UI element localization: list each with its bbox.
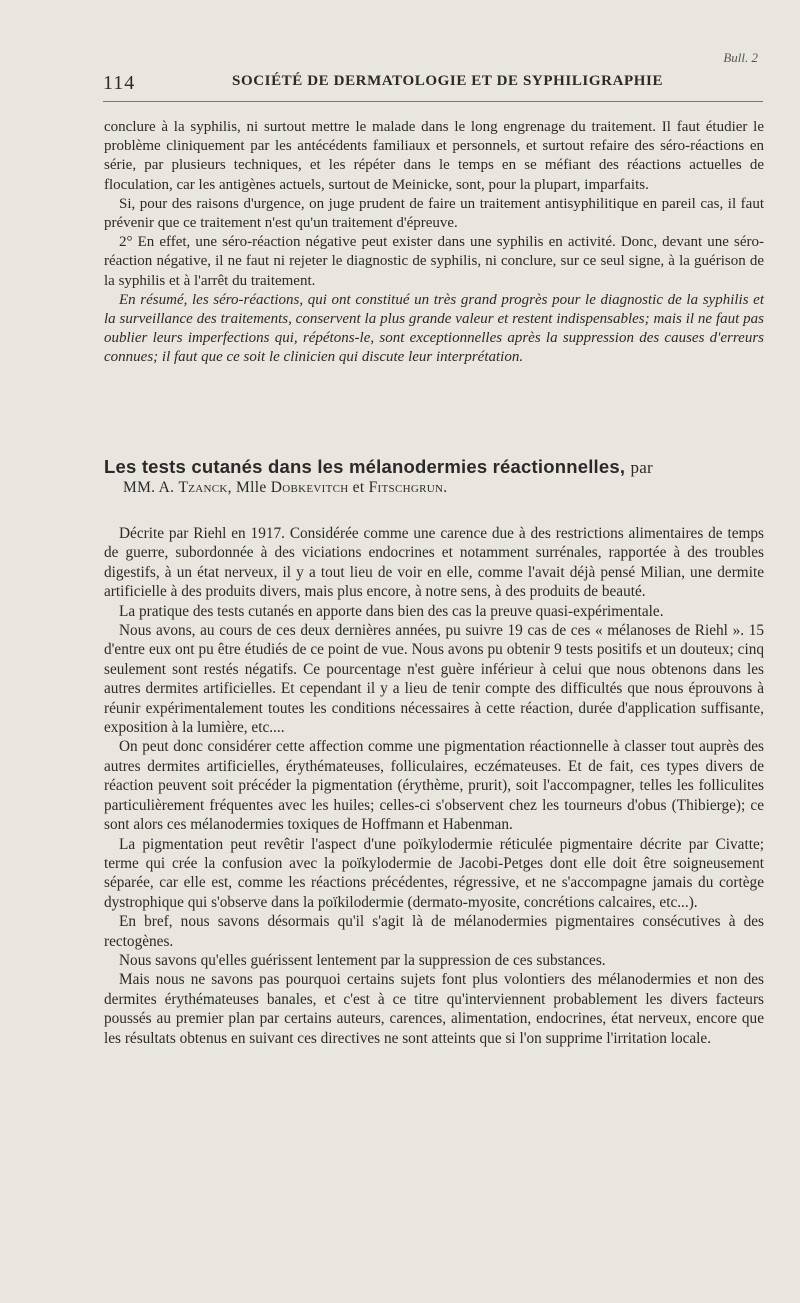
paragraph: Mais nous ne savons pas pourquoi certains sujets font plus volontiers des mélanodermies et non des dermites érythémateuses banales, et c'est à ce titre qu'interviennent probablement les divers facteurs poussés au premier plan par certains auteurs, carences, alimentation, endocrines, état nerveux, encore que les résultats obtenus en suivant ces directives ne sont atteints que si l'on supprime l'irritation locale. <box>104 971 764 1047</box>
paragraph: conclure à la syphilis, ni surtout mettre le malade dans le long engrenage du traitement. Il faut étudier le problème cliniquement par les antécédents familiaux et personnels, et surtout refaire des séro-réactions en série, par plusieurs techniques, et les répéter dans le temps en se méfiant des réactions actuelles de floculation, car les antigènes actuels, surtout de Meinicke, sont, pour la plupart, imparfaits. <box>104 119 764 193</box>
paragraph: Nous avons, au cours de ces deux dernières années, pu suivre 19 cas de ces « mélanoses de Riehl ». 15 d'entre eux ont pu être étudiés de ce point de vue. Nous avons pu obtenir 9 tests positifs et un douteux; cinq seulement sont restés négatifs. Ce pourcentage n'est guère inférieur à celui que nous obtenons dans les autres dermites artificielles. Et cependant il y a lieu de tenir compte des difficultés que nous éprouvons à réunir expérimentalement toutes les conditions nécessaires à cette réaction, durée d'application suffisante, exposition à la lumière, etc.... <box>104 622 764 737</box>
authors-mlle: Mlle <box>236 479 267 496</box>
paragraph: Décrite par Riehl en 1917. Considérée comme une carence due à des restrictions alimentaires de temps de guerre, subordonnée à des viciations endocrines et notamment surrénales, rapportée à des troubles digestifs, à un état nerveux, il y a tout lieu de voir en elle, comme l'avait déjà pensé Milian, une dermite artificielle à des produits divers, mais plus encore, à notre sens, à des produits de beauté. <box>104 525 764 601</box>
page-number: 114 <box>103 72 136 94</box>
paragraph: La pigmentation peut revêtir l'aspect d'une poïkylodermie réticulée pigmentaire décrite par Civatte; terme qui crée la confusion avec la poïkylodermie de Jacobi-Petges dont elle doit être soigneusement séparée, car elle est, comme les réactions précédentes, régressive, et ne s'accompagne jamais du cortège dystrophique qui s'observe dans la poïkilodermie (dermato-myosite, concrétions calcaires, etc...). <box>104 835 764 911</box>
header-rule <box>103 101 763 102</box>
paragraph: Nous savons qu'elles guérissent lentement par la suppression de ces substances. <box>119 951 606 969</box>
running-head: SOCIÉTÉ DE DERMATOLOGIE ET DE SYPHILIGRAPHIE <box>232 73 664 89</box>
article-title-par: par <box>630 458 653 477</box>
paragraph: La pratique des tests cutanés en apporte dans bien des cas la preuve quasi-expérimentale. <box>119 602 664 620</box>
authors-prefix: MM. A. <box>123 479 175 496</box>
paragraph: Si, pour des raisons d'urgence, on juge prudent de faire un traitement antisyphilitique en pareil cas, il faut prévenir que ce traitement n'est qu'un traitement d'épreuve. <box>104 195 764 232</box>
article-title-text: Les tests cutanés dans les mélanodermies réactionnelles, <box>104 456 626 477</box>
paragraph: En bref, nous savons désormais qu'il s'agit là de mélanodermies pigmentaires consécutives à des rectogènes. <box>104 913 764 950</box>
page-header <box>103 70 763 94</box>
previous-article-conclusion <box>104 118 764 368</box>
authors-et: et <box>352 479 365 496</box>
author-dobkevitch: Dobkevitch <box>270 479 349 496</box>
article-title <box>104 455 764 480</box>
paragraph: On peut donc considérer cette affection comme une pigmentation réactionnelle à classer tout auprès des autres dermites artificielles, érythémateuses, folliculaires, eczémateuses. Et de fait, ces types divers de réaction peuvent soit précéder la pigmentation (érythème, prurit), soit l'accompagner, telles les folliculites particulièrement fréquentes avec les huiles; celles-ci s'observent chez les tourneurs d'obus (Thibierge); ce sont alors ces mélanodermies toxiques de Hoffmann et Habenman. <box>104 738 764 834</box>
article-authors <box>123 479 763 497</box>
summary-paragraph: En résumé, les séro-réactions, qui ont constitué un très grand progrès pour le diagnostic de la syphilis et la surveillance des traitements, conservent la plus grande valeur et restent indispensables; mais il ne faut pas oublier leurs imperfections qui, répétons-le, sont exceptionnelles après la suppression des causes d'erreurs connues; il faut que ce soit le clinicien qui discute leur interprétation. <box>104 291 764 366</box>
author-tzanck: Tzanck, <box>178 479 232 496</box>
article-body <box>104 524 764 1048</box>
author-fitschgrun: Fitschgrun. <box>368 479 448 496</box>
handwritten-annotation: Bull. 2 <box>723 50 758 65</box>
paragraph: 2° En effet, une séro-réaction négative peut exister dans une syphilis en activité. Donc, devant une séro-réaction négative, il ne faut ni rejeter le diagnostic de syphilis, ni conclure, sur ce seul signe, à la guérison de la syphilis et à l'arrêt du traitement. <box>104 234 764 289</box>
